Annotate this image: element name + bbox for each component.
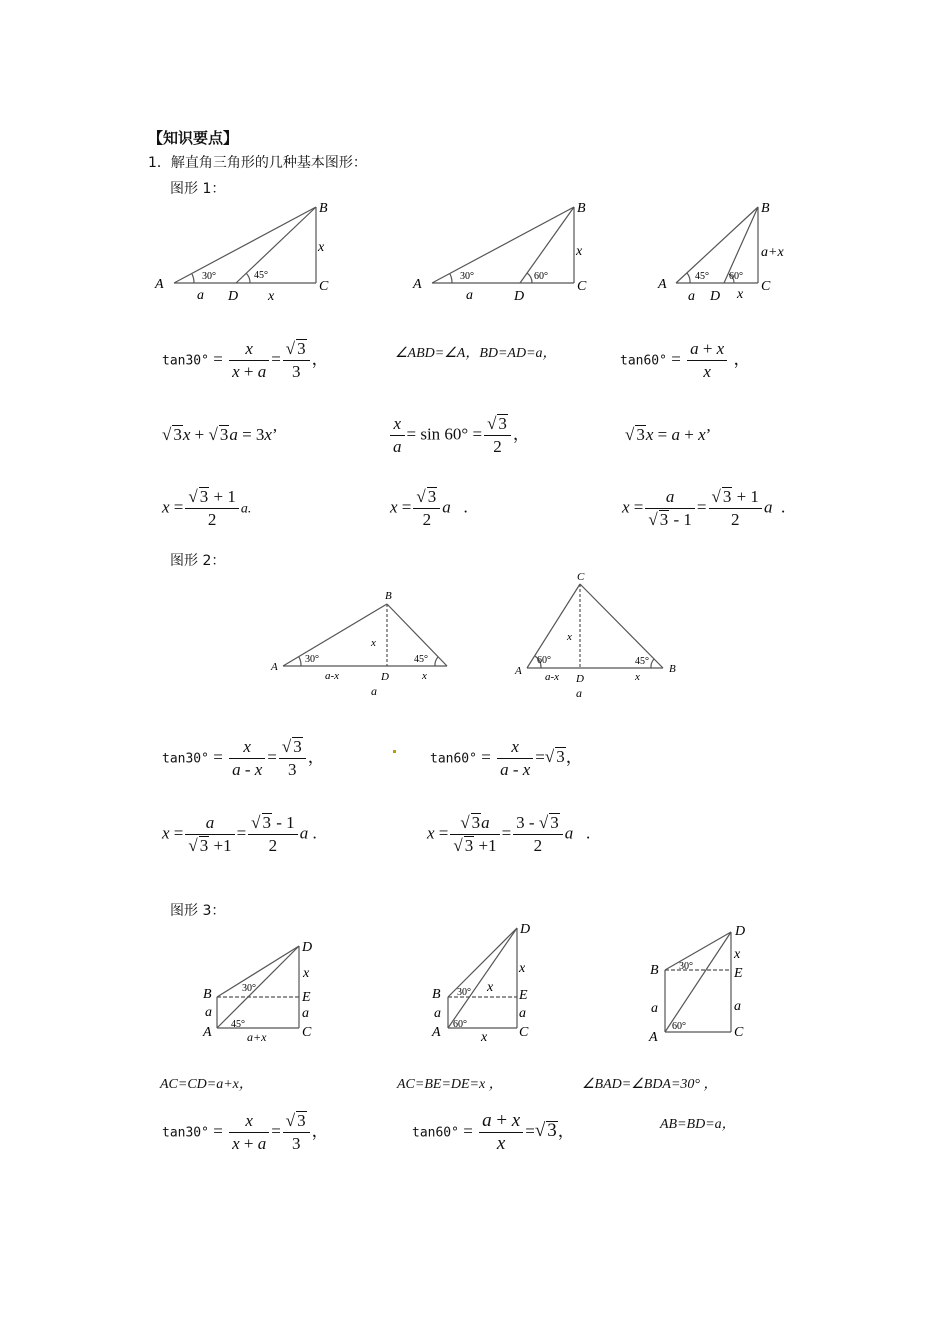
fig3-eq-tan30: tan30° = $\frac{x}{x + a}$ = √ $\frac{3}{3}$ ， [162, 1110, 329, 1155]
fig2-d1-a: a [371, 684, 377, 698]
fig1-d1-A: A [155, 277, 164, 292]
fig2-eq-tan30: tan30° = $\frac{x}{a - x}$ = √ $\frac{3}{3}$ ， [162, 736, 325, 781]
fig3-eq-2: AC=BE=DE=x ， [397, 1077, 503, 1092]
fig3-eq-4: AB=BD=a， [660, 1117, 736, 1132]
fig2-d1-x: x [371, 637, 376, 649]
fig1-d2-angle60: 60° [534, 271, 548, 282]
fig1-triangle-2 [432, 207, 574, 283]
fig1-d1-angle45: 45° [254, 270, 268, 281]
fig2-d2-A: A [515, 665, 522, 677]
fig3-d3-A: A [649, 1030, 658, 1045]
fig1-d3-ax: a+x [761, 245, 784, 260]
fig1-d2-A: A [413, 277, 422, 292]
fig1-diagrams [150, 195, 810, 305]
fig1-d1-D: D [228, 289, 239, 304]
fig1-d3-a: a [688, 289, 695, 304]
fig1-d3-D: D [710, 289, 721, 304]
fig2-d1-angle30: 30° [305, 654, 319, 665]
fig3-d1-B: B [203, 987, 212, 1002]
fig2-d2-D: D [576, 673, 584, 685]
fig3-d2-E: E [519, 988, 528, 1003]
fig1-title: 图形 1： [170, 181, 226, 197]
fig3-d1-angle30: 30° [242, 983, 256, 994]
fig3-d1-D: D [302, 940, 313, 955]
fig1-d3-B: B [761, 201, 770, 216]
fig3-d1-angle45: 45° [231, 1019, 245, 1030]
fig1-d1-x-side: x [318, 240, 325, 255]
fig1-eq-r2b: $\frac{x}{a}$ = sin 60° = √ $\frac{3}{2}$ ， [388, 413, 530, 458]
fig2-eq-tan60: tan60° = $\frac{x}{a - x}$ =√ 3， [430, 736, 583, 781]
fig1-triangle-3 [676, 207, 758, 283]
fig3-d2-C: C [519, 1025, 529, 1040]
section-heading: 【知识要点】 [148, 129, 239, 147]
fig3-d1-C: C [302, 1025, 312, 1040]
fig1-eq-r2c: √ 3x = a + x’ [625, 425, 711, 445]
fig3-d3-a-right: a [734, 999, 741, 1014]
fig1-eq-tan60: tan60° = $\frac{a + x}{x}$ ， [620, 339, 751, 381]
fig2-d1-D: D [381, 671, 389, 683]
stray-dot [393, 750, 396, 753]
fig3-d3-x: x [734, 947, 741, 962]
fig2-d2-amx: a-x [545, 671, 560, 683]
fig2-d1-angle45: 45° [414, 654, 428, 665]
fig1-d1-angle30: 30° [202, 271, 216, 282]
fig3-figure-3 [665, 932, 731, 1032]
fig3-d3-E: E [734, 966, 743, 981]
fig3-eq-tan60: tan60° = $\frac{a + x}{x}$ =√ 3， [412, 1110, 575, 1155]
fig3-d2-B: B [432, 987, 441, 1002]
fig3-d3-a: a [651, 1001, 658, 1016]
fig1-d1-C: C [319, 279, 329, 294]
fig2-eq-r2a: x = a √ 3 +1 = √ $\frac{3 - 1}{2}$ a . [162, 812, 317, 857]
fig2-d2-C: C [577, 571, 585, 583]
fig2-d2-angle45: 45° [635, 656, 649, 667]
fig3-d1-A: A [203, 1025, 212, 1040]
fig3-d2-a: a [434, 1006, 441, 1021]
fig3-d2-x-mid: x [487, 980, 494, 995]
fig1-d2-x-side: x [576, 244, 583, 259]
fig2-d2-x-base: x [635, 671, 640, 683]
fig2-d2-angle60: 60° [537, 655, 551, 666]
fig3-d1-ax: a+x [247, 1030, 267, 1044]
fig2-d2-a: a [576, 686, 582, 700]
fig3-diagrams [195, 920, 765, 1050]
fig1-d3-x: x [737, 287, 744, 302]
fig1-d2-C: C [577, 279, 587, 294]
fig3-title: 图形 3： [170, 903, 226, 919]
fig1-d1-a: a [197, 288, 204, 303]
fig3-d1-a-right: a [302, 1006, 309, 1021]
fig2-diagrams [265, 570, 695, 702]
fig2-d1-x-base: x [422, 670, 427, 682]
fig1-eq-r3c: x = a √ 3 - 1 = √ $\frac{3 + 1}{2}$ a . [622, 486, 785, 531]
fig2-d2-B: B [669, 663, 676, 675]
fig1-d1-B: B [319, 201, 328, 216]
fig3-d2-a-right: a [519, 1006, 526, 1021]
fig1-eq-r2a: √ 3x + √ 3a = 3x’ [162, 425, 278, 445]
fig2-d2-x: x [567, 631, 572, 643]
fig1-d1-x-base: x [268, 289, 275, 304]
fig1-d3-A: A [658, 277, 667, 292]
fig1-eq-abd: ∠ABD=∠A，BD=AD=a， [395, 346, 557, 361]
fig1-d3-angle45: 45° [695, 271, 709, 282]
fig3-d2-A: A [432, 1025, 441, 1040]
fig3-d1-E: E [302, 990, 311, 1005]
fig3-eq-1: AC=CD=a+x， [160, 1077, 253, 1092]
fig3-eq-3: ∠BAD=∠BDA=30° ， [582, 1077, 718, 1092]
fig3-d2-angle60: 60° [453, 1019, 467, 1030]
fig1-triangle-1 [174, 207, 316, 283]
fig1-d2-B: B [577, 201, 586, 216]
fig3-d1-x: x [303, 966, 310, 981]
fig1-eq-r3b: x = √ $\frac{3}{2}$ a . [390, 486, 468, 531]
fig1-d2-angle30: 30° [460, 271, 474, 282]
fig1-d3-angle60: 60° [729, 271, 743, 282]
fig3-d1-a: a [205, 1005, 212, 1020]
fig3-d3-angle60: 60° [672, 1021, 686, 1032]
fig1-d2-D: D [514, 289, 525, 304]
fig2-d1-B: B [385, 590, 392, 602]
fig1-eq-r3a: x = √ $\frac{3 + 1}{2}$ a. [162, 486, 251, 531]
intro-line: 1．解直角三角形的几种基本图形： [148, 155, 367, 171]
fig2-title: 图形 2： [170, 553, 226, 569]
fig3-d3-C: C [734, 1025, 744, 1040]
fig1-d3-C: C [761, 279, 771, 294]
fig3-figure-1 [217, 946, 299, 1028]
fig2-d1-A: A [271, 661, 278, 673]
fig1-eq-tan30: tan30° = $\frac{x}{x + a}$ = √ $\frac{3}{3}$ ， [162, 338, 329, 383]
fig3-d3-B: B [650, 963, 659, 978]
fig3-d2-angle30: 30° [457, 987, 471, 998]
fig2-d1-amx: a-x [325, 670, 340, 682]
fig1-d2-a: a [466, 288, 473, 303]
fig3-figure-2 [448, 928, 517, 1028]
fig2-eq-r2b: x = √ 3a √ 3 +1 = $\frac{3 - √ 3}{2}$ a . [427, 812, 590, 857]
fig3-d3-angle30: 30° [679, 961, 693, 972]
fig3-d3-D: D [735, 924, 746, 939]
fig3-d2-x-base: x [481, 1030, 488, 1045]
fig3-d2-x-right: x [519, 961, 526, 976]
fig3-d2-D: D [520, 922, 531, 937]
